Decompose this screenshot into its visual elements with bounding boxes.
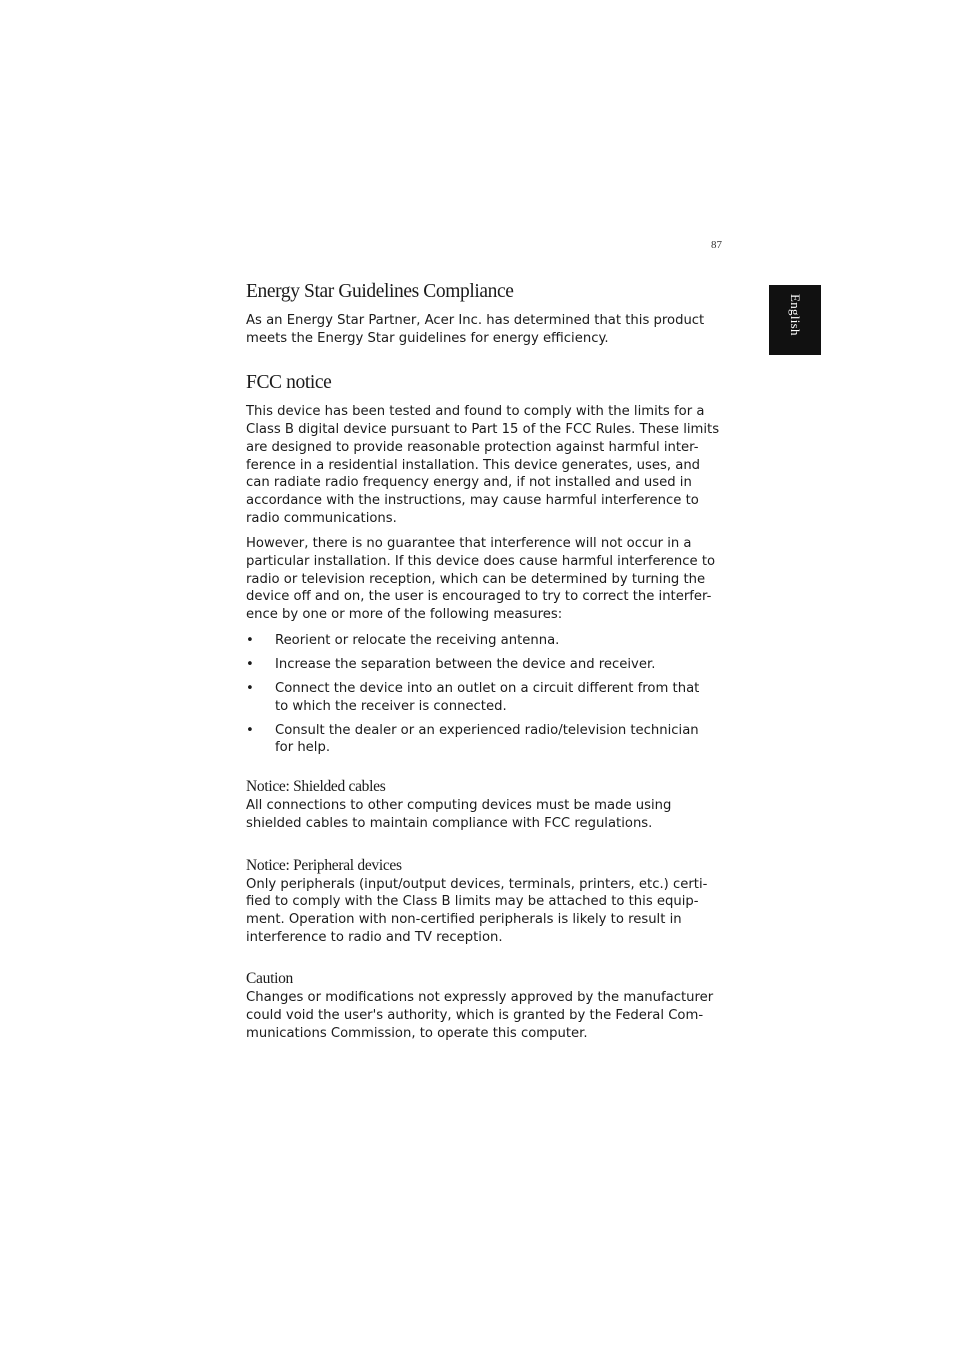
energy-star-paragraph: As an Energy Star Partner, Acer Inc. has determined that this product meets the Energy Star guidelines for energy efficiency. xyxy=(246,313,705,346)
fcc-paragraph-1: This device has been tested and found to comply with the limits for a Class B digital device pursuant to Part 15 of the FCC Rules. These limits are designed to provide reasonable protection against harmful inter- ference in a residential installation. This device generates, uses, and can radiate radio frequency energy and, if not installed and used in accordance with the instructions, may cause harmful interference to radio communications. xyxy=(246,404,720,526)
list-item: • Increase the separation between the device and receiver. xyxy=(246,656,656,672)
language-tab xyxy=(769,285,821,355)
bullet-icon: • xyxy=(246,680,254,696)
peripheral-devices-heading: Notice: Peripheral devices xyxy=(246,856,402,874)
bullet-icon: • xyxy=(246,722,254,738)
caution-paragraph: Changes or modifications not expressly approved by the manufacturer could void the user's authority, which is granted by the Federal Com- munications Commission, to operate this computer. xyxy=(246,990,714,1041)
shielded-cables-heading: Notice: Shielded cables xyxy=(246,778,386,796)
fcc-measures-list xyxy=(246,632,724,757)
bullet-icon: • xyxy=(246,656,254,672)
bullet-icon: • xyxy=(246,632,254,648)
list-item: • Reorient or relocate the receiving antenna. xyxy=(246,632,560,648)
caution-heading: Caution xyxy=(246,970,293,988)
list-item: • Consult the dealer or an experienced radio/television technician for help. xyxy=(246,722,699,756)
energy-star-heading: Energy Star Guidelines Compliance xyxy=(246,281,514,302)
shielded-cables-paragraph: All connections to other computing devices must be made using shielded cables to maintain compliance with FCC regulations. xyxy=(246,798,672,831)
peripheral-devices-paragraph: Only peripherals (input/output devices, terminals, printers, etc.) certi- fied to comply with the Class B limits may be attached to this equip- ment. Operation with non-certified peripherals is likely to result in interference to radio and TV reception. xyxy=(246,876,708,945)
page-number: 87 xyxy=(711,239,722,251)
fcc-notice-heading: FCC notice xyxy=(246,372,332,394)
list-item: • Connect the device into an outlet on a circuit different from that to which the receiver is connected. xyxy=(246,680,700,714)
fcc-paragraph-2: However, there is no guarantee that interference will not occur in a particular installation. If this device does cause harmful interference to radio or television reception, which can be determined by turning the device off and on, the user is encouraged to try to correct the interfer- ence by one or more of the following measures: xyxy=(246,536,716,623)
language-tab-label: English xyxy=(788,294,803,336)
page-content xyxy=(246,278,724,1043)
